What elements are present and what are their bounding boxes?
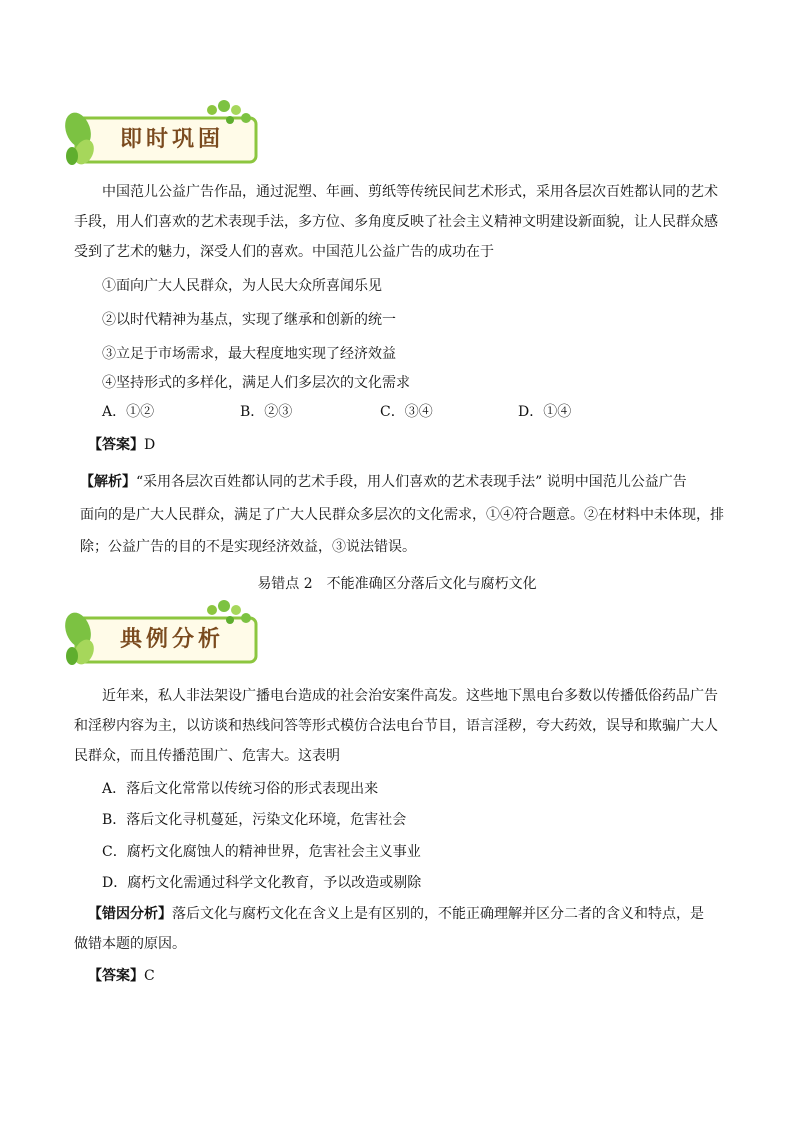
error-analysis-line: 落后文化与腐朽文化在含义上是有区别的，不能正确理解并区分二者的含义和特点，是 [172,906,704,922]
option-b: B．②③ [240,404,293,420]
statement-item: ①面向广大人民群众，为人民大众所喜闻乐见 [102,278,382,294]
section2-banner-title: 典例分析 [120,627,225,652]
question-line: 和淫秽内容为主，以访谈和热线问答等形式模仿合法电台节目，语言淫秽，夸大药效，误导和欺骗广大人 [74,718,718,734]
section2-banner [62,600,262,670]
analysis-line: 除；公益广告的目的不是实现经济效益，③说法错误。 [80,539,416,555]
option-c: C．③④ [380,404,433,420]
analysis-row [80,472,687,492]
statement-item: ③立足于市场需求，最大程度地实现了经济效益 [102,346,396,362]
analysis-line: “采用各层次百姓都认同的艺术手段，用人们喜欢的艺术表现手法” 说明中国范儿公益广告 [136,474,687,490]
option-d: D．①④ [518,404,572,420]
option-a: A．①② [102,404,155,420]
answer-row [88,435,155,455]
answer-label: 【答案】 [88,437,144,453]
error-analysis-label: 【错因分析】 [88,906,172,922]
analysis-line: 面向的是广大人民群众，满足了广大人民群众多层次的文化需求，①④符合题意。②在材料中未体现，排 [80,507,724,523]
statement-item: ④坚持形式的多样化，满足人们多层次的文化需求 [102,375,410,391]
section1-banner [62,100,262,170]
question-line: 受到了艺术的魅力，深受人们的喜欢。中国范儿公益广告的成功在于 [74,244,494,260]
answer-label: 【答案】 [88,968,144,984]
option-d: D．腐朽文化需通过科学文化教育，予以改造或剔除 [102,875,422,891]
analysis-label: 【解析】 [80,474,136,490]
option-a: A．落后文化常常以传统习俗的形式表现出来 [102,781,379,797]
option-c: C．腐朽文化腐蚀人的精神世界，危害社会主义事业 [102,844,421,860]
question-line: 民群众，而且传播范围广、危害大。这表明 [74,748,340,764]
answer-value: D [144,437,156,453]
question-line: 中国范儿公益广告作品，通过泥塑、年画、剪纸等传统民间艺术形式，采用各层次百姓都认同的艺术 [102,184,718,200]
error-analysis-line: 做错本题的原因。 [74,936,186,952]
statement-item: ②以时代精神为基点，实现了继承和创新的统一 [102,312,396,328]
answer-value: C [144,968,155,984]
section1-banner-title: 即时巩固 [120,127,225,152]
answer-row [88,966,155,986]
error-analysis-row [88,904,704,924]
section2-title: 易错点 2 不能准确区分落后文化与腐朽文化 [257,576,537,592]
question-line: 手段，用人们喜欢的艺术表现手法，多方位、多角度反映了社会主义精神文明建设新面貌，让人民群众感 [74,214,718,230]
option-b: B．落后文化寻机蔓延，污染文化环境，危害社会 [102,812,407,828]
question-line: 近年来，私人非法架设广播电台造成的社会治安案件高发。这些地下黑电台多数以传播低俗药品广告 [102,688,718,704]
